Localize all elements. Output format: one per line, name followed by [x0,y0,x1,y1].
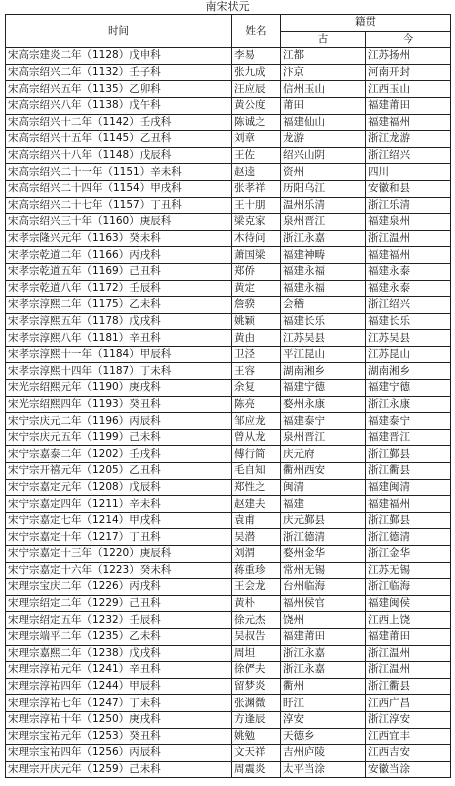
table-row [6,745,451,762]
table-row [6,463,451,480]
table-row [6,761,451,778]
cell-gu: 会稽 [281,297,366,314]
header-jiguan: 籍贯 [281,15,451,32]
table-body [6,48,451,778]
cell-name: 木待问 [232,230,281,247]
table-row [6,529,451,546]
cell-time: 宋孝宗淳熙八年（1181）辛丑科 [6,330,232,347]
cell-time: 宋孝宗乾道五年（1169）己丑科 [6,263,232,280]
table-row [6,330,451,347]
cell-jin: 福建泰宁 [366,413,451,430]
table-row [6,164,451,181]
cell-time: 宋宁宗开禧元年（1205）乙丑科 [6,463,232,480]
cell-gu: 庆元府 [281,446,366,463]
cell-time: 宋孝宗乾道二年（1166）丙戌科 [6,247,232,264]
table-row [6,280,451,297]
cell-name: 周震炎 [232,761,281,778]
cell-gu: 盱江 [281,695,366,712]
cell-gu: 闽清 [281,479,366,496]
cell-time: 宋理宗淳祐四年（1244）甲辰科 [6,678,232,695]
table-row [6,711,451,728]
cell-jin: 浙江金华 [366,546,451,563]
cell-time: 宋宁宗嘉定十三年（1220）庚辰科 [6,546,232,563]
cell-time: 宋高宗绍兴二十一年（1151）辛未科 [6,164,232,181]
table-row [6,562,451,579]
cell-gu: 莆田 [281,97,366,114]
cell-jin: 浙江龙游 [366,131,451,148]
cell-time: 宋孝宗淳熙十四年（1187）丁未科 [6,363,232,380]
cell-name: 赵建夫 [232,496,281,513]
cell-gu: 饶州 [281,612,366,629]
cell-name: 傅行简 [232,446,281,463]
cell-jin: 浙江绍兴 [366,147,451,164]
cell-gu: 福建长乐 [281,313,366,330]
cell-jin: 江西上饶 [366,612,451,629]
table-row [6,579,451,596]
cell-name: 赵逵 [232,164,281,181]
cell-name: 邹应龙 [232,413,281,430]
cell-time: 宋孝宗淳熙五年（1178）戊戌科 [6,313,232,330]
cell-time: 宋理宗宝祐元年（1253）癸丑科 [6,728,232,745]
cell-time: 宋高宗绍兴二年（1132）壬子科 [6,64,232,81]
table-row [6,346,451,363]
table-row [6,147,451,164]
cell-time: 宋理宗开庆元年（1259）己未科 [6,761,232,778]
table-row [6,612,451,629]
cell-name: 黄定 [232,280,281,297]
cell-jin: 安徽当涂 [366,761,451,778]
cell-gu: 温州乐清 [281,197,366,214]
cell-gu: 衢州西安 [281,463,366,480]
table-row [6,247,451,264]
cell-gu: 庆元鄞县 [281,512,366,529]
cell-name: 郑性之 [232,479,281,496]
cell-name: 方逢辰 [232,711,281,728]
table-row [6,313,451,330]
cell-jin: 河南开封 [366,64,451,81]
cell-gu: 福建永福 [281,263,366,280]
cell-time: 宋宁宗嘉定七年（1214）甲戌科 [6,512,232,529]
cell-name: 袁甫 [232,512,281,529]
table-row [6,81,451,98]
table-row [6,446,451,463]
cell-name: 黄由 [232,330,281,347]
table-row [6,496,451,513]
cell-gu: 福建永福 [281,280,366,297]
cell-gu: 历阳乌江 [281,180,366,197]
cell-time: 宋高宗绍兴八年（1138）戊午科 [6,97,232,114]
cell-gu: 浙江永嘉 [281,645,366,662]
table-title: 南宋状元 [205,0,250,13]
cell-jin: 福建长乐 [366,313,451,330]
cell-jin: 江苏无锡 [366,562,451,579]
cell-name: 姚颖 [232,313,281,330]
table-row [6,678,451,695]
cell-name: 毛自知 [232,463,281,480]
cell-name: 陈亮 [232,396,281,413]
cell-gu: 淳安 [281,711,366,728]
cell-gu: 浙江德清 [281,529,366,546]
cell-gu: 婺州金华 [281,546,366,563]
cell-jin: 福建闽清 [366,479,451,496]
cell-time: 宋理宗淳祐十年（1250）庚戌科 [6,711,232,728]
cell-jin: 福建莆田 [366,628,451,645]
cell-name: 文天祥 [232,745,281,762]
cell-gu: 泉州晋江 [281,214,366,231]
table-row [6,64,451,81]
cell-jin: 福建福州 [366,496,451,513]
cell-time: 宋孝宗淳熙十一年（1184）甲辰科 [6,346,232,363]
cell-gu: 衢州 [281,678,366,695]
table-row [6,131,451,148]
table-row [6,662,451,679]
cell-time: 宋理宗淳祐元年（1241）辛丑科 [6,662,232,679]
cell-name: 周坦 [232,645,281,662]
cell-name: 王会龙 [232,579,281,596]
cell-time: 宋孝宗隆兴元年（1163）癸未科 [6,230,232,247]
cell-time: 宋宁宗嘉定十六年（1223）癸未科 [6,562,232,579]
cell-jin: 浙江衢县 [366,463,451,480]
cell-jin: 湖南湘乡 [366,363,451,380]
cell-time: 宋宁宗庆元二年（1196）丙辰科 [6,413,232,430]
cell-gu: 太平当涂 [281,761,366,778]
cell-time: 宋理宗宝祐四年（1256）丙辰科 [6,745,232,762]
cell-gu: 福州侯官 [281,595,366,612]
table-row [6,695,451,712]
cell-time: 宋高宗绍兴二十四年（1154）甲戌科 [6,180,232,197]
cell-name: 詹骙 [232,297,281,314]
cell-name: 郑侨 [232,263,281,280]
cell-time: 宋理宗淳祐七年（1247）丁未科 [6,695,232,712]
cell-time: 宋孝宗淳熙二年（1175）乙未科 [6,297,232,314]
cell-jin: 浙江德清 [366,529,451,546]
cell-jin: 安徽和县 [366,180,451,197]
cell-gu: 福建宁德 [281,380,366,397]
cell-name: 陈诚之 [232,114,281,131]
cell-gu: 台州临海 [281,579,366,596]
cell-gu: 信州玉山 [281,81,366,98]
cell-jin: 福建晋江 [366,429,451,446]
cell-name: 蒋重珍 [232,562,281,579]
cell-gu: 福建泰宁 [281,413,366,430]
cell-gu: 天德乡 [281,728,366,745]
header-time: 时间 [6,15,232,48]
cell-jin: 江西宜丰 [366,728,451,745]
cell-time: 宋高宗绍兴五年（1135）乙卯科 [6,81,232,98]
cell-name: 梁克家 [232,214,281,231]
cell-name: 刘渭 [232,546,281,563]
cell-jin: 浙江临海 [366,579,451,596]
cell-name: 汪应辰 [232,81,281,98]
table-row [6,297,451,314]
cell-jin: 福建永泰 [366,280,451,297]
cell-gu: 江苏吴县 [281,330,366,347]
cell-time: 宋孝宗乾道八年（1172）壬辰科 [6,280,232,297]
cell-name: 吴叔告 [232,628,281,645]
cell-name: 曾从龙 [232,429,281,446]
table-row [6,512,451,529]
table-row [6,214,451,231]
cell-jin: 浙江鄞县 [366,512,451,529]
header-gu: 古 [281,31,366,48]
cell-name: 王容 [232,363,281,380]
cell-jin: 浙江淳安 [366,711,451,728]
table-row [6,230,451,247]
cell-gu: 绍兴山阴 [281,147,366,164]
cell-gu: 浙江永嘉 [281,230,366,247]
table-row [6,413,451,430]
table-row [6,48,451,65]
cell-time: 宋光宗绍熙元年（1190）庚戌科 [6,380,232,397]
cell-name: 黄公度 [232,97,281,114]
table-row [6,546,451,563]
cell-name: 徐俨夫 [232,662,281,679]
cell-gu: 常州无锡 [281,562,366,579]
table-row [6,263,451,280]
cell-time: 宋宁宗嘉定四年（1211）辛未科 [6,496,232,513]
cell-jin: 福建宁德 [366,380,451,397]
cell-jin: 浙江温州 [366,645,451,662]
cell-time: 宋理宗宝庆二年（1226）丙戌科 [6,579,232,596]
cell-jin: 江苏昆山 [366,346,451,363]
cell-jin: 浙江绍兴 [366,297,451,314]
cell-time: 宋高宗绍兴十五年（1145）乙丑科 [6,131,232,148]
cell-name: 萧国梁 [232,247,281,264]
cell-gu: 福建神畴 [281,247,366,264]
cell-gu: 浙江永嘉 [281,662,366,679]
cell-time: 宋高宗绍兴三十年（1160）庚辰科 [6,214,232,231]
cell-name: 吴潜 [232,529,281,546]
cell-name: 李易 [232,48,281,65]
cell-jin: 福建福州 [366,114,451,131]
cell-name: 王十朋 [232,197,281,214]
table-row [6,628,451,645]
table-row [6,97,451,114]
cell-jin: 福建莆田 [366,97,451,114]
cell-time: 宋光宗绍熙四年（1193）癸丑科 [6,396,232,413]
cell-jin: 江苏吴县 [366,330,451,347]
cell-gu: 湖南湘乡 [281,363,366,380]
cell-gu: 福建仙山 [281,114,366,131]
cell-jin: 福建永泰 [366,263,451,280]
cell-jin: 浙江温州 [366,230,451,247]
cell-time: 宋高宗绍兴二十七年（1157）丁丑科 [6,197,232,214]
cell-jin: 浙江衢县 [366,678,451,695]
table-row [6,180,451,197]
cell-name: 余复 [232,380,281,397]
header-jin: 今 [366,31,451,48]
cell-jin: 四川 [366,164,451,181]
table-row [6,396,451,413]
table-row [6,645,451,662]
cell-gu: 福建 [281,496,366,513]
cell-time: 宋理宗端平二年（1235）乙未科 [6,628,232,645]
cell-time: 宋高宗绍兴十八年（1148）戊辰科 [6,147,232,164]
cell-jin: 福建福州 [366,247,451,264]
cell-gu: 婺州永康 [281,396,366,413]
cell-gu: 资州 [281,164,366,181]
cell-gu: 平江昆山 [281,346,366,363]
cell-time: 宋宁宗嘉定元年（1208）戊辰科 [6,479,232,496]
cell-jin: 江西广昌 [366,695,451,712]
cell-gu: 福建莆田 [281,628,366,645]
cell-time: 宋高宗绍兴十二年（1142）壬戌科 [6,114,232,131]
cell-gu: 江都 [281,48,366,65]
table-row [6,380,451,397]
cell-gu: 汴京 [281,64,366,81]
cell-gu: 吉州庐陵 [281,745,366,762]
cell-time: 宋宁宗庆元五年（1199）己未科 [6,429,232,446]
table-row [6,197,451,214]
cell-name: 张渊微 [232,695,281,712]
cell-gu: 龙游 [281,131,366,148]
table-row [6,728,451,745]
cell-time: 宋宁宗嘉泰二年（1202）壬戌科 [6,446,232,463]
table-header [6,15,451,48]
table-row [6,114,451,131]
cell-jin: 江西吉安 [366,745,451,762]
cell-jin: 浙江永康 [366,396,451,413]
header-name: 姓名 [232,15,281,48]
cell-name: 张孝祥 [232,180,281,197]
cell-name: 张九成 [232,64,281,81]
cell-jin: 浙江乐清 [366,197,451,214]
cell-name: 徐元杰 [232,612,281,629]
zhuangyuan-table [5,14,451,778]
cell-name: 留梦炎 [232,678,281,695]
table-row [6,429,451,446]
cell-name: 卫泾 [232,346,281,363]
cell-time: 宋理宗绍定五年（1232）壬辰科 [6,612,232,629]
cell-name: 王佐 [232,147,281,164]
cell-jin: 江苏扬州 [366,48,451,65]
cell-name: 姚勉 [232,728,281,745]
table-row [6,595,451,612]
cell-gu: 泉州晋江 [281,429,366,446]
table-row [6,479,451,496]
cell-time: 宋理宗嘉熙二年（1238）戊戌科 [6,645,232,662]
table-row [6,363,451,380]
cell-jin: 浙江温州 [366,662,451,679]
cell-time: 宋宁宗嘉定十年（1217）丁丑科 [6,529,232,546]
cell-jin: 浙江鄞县 [366,446,451,463]
cell-time: 宋高宗建炎二年（1128）戊申科 [6,48,232,65]
cell-jin: 江西玉山 [366,81,451,98]
cell-time: 宋理宗绍定二年（1229）己丑科 [6,595,232,612]
cell-name: 刘章 [232,131,281,148]
cell-jin: 福建闽侯 [366,595,451,612]
cell-name: 黄朴 [232,595,281,612]
cell-jin: 福建泉州 [366,214,451,231]
